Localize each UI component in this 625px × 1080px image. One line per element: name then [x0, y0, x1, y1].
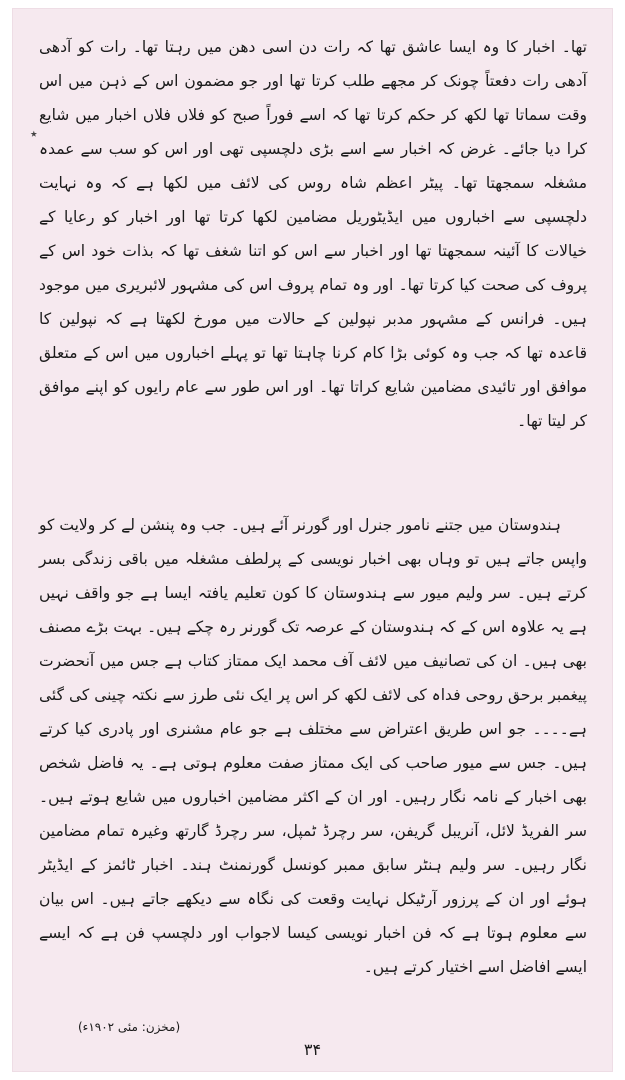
margin-mark: ٭ [30, 126, 38, 142]
page-number: ۳۴ [303, 1040, 322, 1059]
paragraph-1: تھا۔ اخبار کا وہ ایسا عاشق تھا کہ رات دن اسی دھن میں رہتا تھا۔ رات کو آدھی آدھی رات دفعتاً چونک کر مجھے طلب کرتا تھا اور جو مضمون اس کے ذہن میں اس وقت سماتا تھا لکھ کر حکم کرتا تھا کہ اسے فوراً صبح کو فلاں فلاں اخبار میں شایع کرا دیا جائے۔ غرض کہ اخبار سے اسے بڑی دلچسپی تھی اور اس کو سب سے عمدہ مشغلہ سمجھتا تھا۔ پیٹر اعظم شاہ روس کی لائف میں لکھا ہے کہ وہ نہایت دلچسپی سے اخباروں میں ایڈیٹوریل مضامین لکھا کرتا تھا اور اخبار کو رعایا کے خیالات کا آئینہ سمجھتا تھا اور اخبار سے اس کو اتنا شغف تھا کہ بذات خود اس کے پروف کی صحت کیا کرتا تھا۔ اور وہ تمام پروف اس کی مشہور لائبریری میں موجود ہیں۔ فرانس کے مشہور مدبر نپولین کے حالات میں مورخ لکھتا ہے کہ نپولین کا قاعدہ تھا کہ جب وہ کوئی بڑا کام کرنا چاہتا تھا تو پہلے اخباروں میں اس کے متعلق موافق اور تائیدی مضامین شایع کراتا تھا۔ اور اس طور سے عام رایوں کو اپنے موافق کر لیتا تھا۔ [39, 38, 587, 430]
source-citation: (مخزن: مئی ۱۹۰۲ء) [78, 1020, 181, 1034]
paragraph-2: ہندوستان میں جتنے نامور جنرل اور گورنر آئے ہیں۔ جب وہ پنشن لے کر ولایت کو واپس جاتے ہیں تو وہاں بھی اخبار نویسی کے پرلطف مشغلہ میں باقی زندگی بسر کرتے ہیں۔ سر ولیم میور سے ہندوستان کا کون تعلیم یافتہ ایسا ہے جو واقف نہیں ہے یہ علاوہ اس کے کہ ہندوستان کے عرصہ تک گورنر رہ چکے ہیں۔ بہت بڑے مصنف بھی ہیں۔ ان کی تصانیف میں لائف آف محمد ایک ممتاز کتاب ہے جس میں آنحضرت پیغمبر برحق روحی فداہ کی لائف لکھ کر اس پر ایک نئی طرز سے نکتہ چینی کی گئی ہے۔۔۔۔ جو اس طریق اعتراض سے مختلف ہے جو عام مشنری اور پادری کیا کرتے ہیں۔ جس سے میور صاحب کی ایک ممتاز صفت معلوم ہوتی ہے۔ یہ فاضل شخص بھی اخبار کے نامہ نگار رہیں۔ اور ان کے اکثر مضامین اخباروں میں شایع ہوتے ہیں۔ سر الفریڈ لائل، آنریبل گریفن، سر رچرڈ ٹمپل، سر رچرڈ گارتھ وغیرہ تمام مضامین نگار رہیں۔ سر ولیم ہنٹر سابق ممبر کونسل گورنمنٹ ہند۔ اخبار ٹائمز کے ایڈیٹر ہوئے اور ان کے پرزور آرٹیکل نہایت وقعت کی نگاہ سے دیکھے جاتے ہیں۔ اس بیان سے معلوم ہوتا ہے کہ فن اخبار نویسی کیسا لاجواب اور دلچسپ فن ہے کہ ایسے ایسے افاضل اسے اختیار کرتے ہیں۔ [39, 516, 587, 976]
book-page [12, 8, 613, 1072]
